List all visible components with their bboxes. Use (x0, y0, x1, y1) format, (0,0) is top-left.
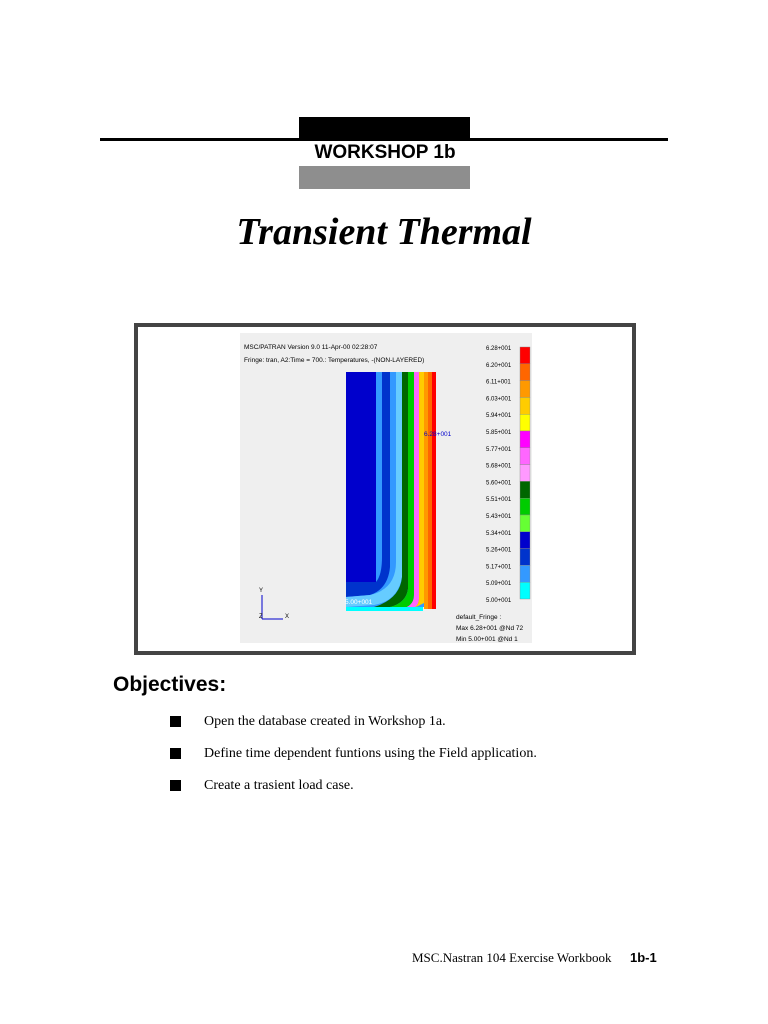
legend-value-label: 6.28+001 (486, 346, 512, 352)
legend-color-swatch (520, 448, 530, 465)
legend-value-label: 5.51+001 (486, 497, 512, 504)
legend-color-swatch (520, 364, 530, 381)
legend-color-swatch (520, 347, 530, 364)
page-title: Transient Thermal (236, 211, 532, 253)
legend-color-swatch (520, 381, 530, 398)
legend-value-label: 5.77+001 (486, 446, 512, 453)
legend-value-label: 5.68+001 (486, 463, 512, 470)
legend-color-swatch (520, 397, 530, 414)
legend-color-swatch (520, 481, 530, 498)
legend-color-swatch (520, 498, 530, 515)
bullet-square-icon (170, 748, 181, 759)
legend-value-label: 5.60+001 (486, 480, 512, 487)
legend-value-label: 5.85+001 (486, 430, 512, 436)
objectives-list (170, 710, 730, 806)
plot-footer-line1: default_Fringe : (456, 614, 502, 621)
legend-value-label: 5.26+001 (486, 547, 512, 554)
legend-value-label: 6.11+001 (486, 379, 511, 386)
plot-header-line2: Fringe: tran, A2:Time = 700.: Temperatures, -(NON-LAYERED) (244, 357, 425, 364)
axis-z-label: Z (259, 614, 263, 620)
list-item (170, 774, 730, 806)
plot-footer-line3: Min 5.00+001 @Nd 1 (456, 636, 518, 643)
objectives-heading: Objectives: (113, 673, 227, 696)
objective-text: Define time dependent funtions using the Field application. (204, 746, 537, 761)
list-item (170, 710, 730, 742)
axis-y-label: Y (259, 588, 264, 594)
legend-color-swatch (520, 549, 530, 566)
bullet-square-icon (170, 780, 181, 791)
legend-color-swatch (520, 431, 530, 448)
footer-page-number: 1b-1 (630, 950, 657, 965)
plot-max-label: 6.28+001 (424, 431, 452, 438)
legend-color-swatch (520, 515, 530, 532)
legend-color-swatch (520, 465, 530, 482)
legend-color-swatch (520, 565, 530, 582)
legend-value-label: 5.00+001 (486, 598, 512, 604)
legend-value-label: 5.94+001 (486, 413, 512, 420)
fringe-model (346, 372, 436, 611)
list-item (170, 742, 730, 774)
legend-color-swatch (520, 532, 530, 549)
fringe-plot-figure (134, 323, 636, 655)
workshop-label: WORKSHOP 1b (314, 142, 456, 163)
objective-text: Create a trasient load case. (204, 778, 354, 793)
legend-value-label: 6.03+001 (486, 396, 512, 403)
plot-header-line1: MSC/PATRAN Version 9.0 11-Apr-00 02:28:07 (244, 344, 378, 351)
legend-color-swatch (520, 414, 530, 431)
bullet-square-icon (170, 716, 181, 727)
header-gray-block (299, 166, 470, 189)
legend-value-label: 5.43+001 (486, 514, 512, 520)
plot-min-label: 5.00+001 (345, 599, 373, 606)
objective-text: Open the database created in Workshop 1a. (204, 714, 446, 729)
legend-value-label: 5.09+001 (486, 581, 512, 588)
axis-x-label: X (285, 614, 290, 620)
legend-value-label: 5.17+001 (486, 564, 512, 571)
legend-color-swatch (520, 582, 530, 599)
plot-footer-line2: Max 6.28+001 @Nd 72 (456, 625, 524, 632)
footer-book-title: MSC.Nastran 104 Exercise Workbook (412, 950, 612, 965)
legend-value-label: 6.20+001 (486, 362, 512, 369)
legend-value-label: 5.34+001 (486, 530, 512, 537)
header-black-block (299, 117, 470, 139)
